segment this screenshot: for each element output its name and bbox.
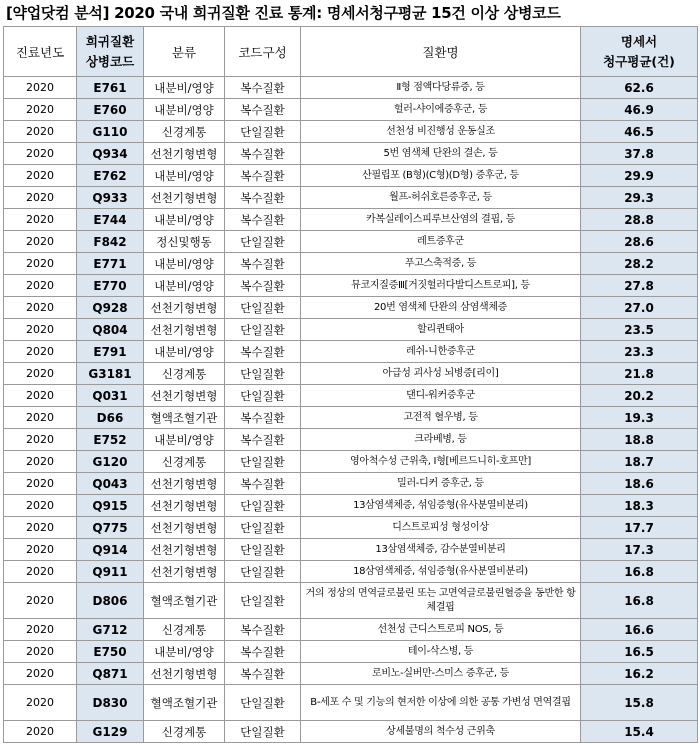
cell-claim-average: 28.2 [581,253,698,275]
cell-year: 2020 [4,297,77,319]
cell-year: 2020 [4,77,77,99]
cell-disease-name: 13삼염색체증, 감수분열비분리 [301,539,581,561]
table-row [4,253,698,275]
cell-category: 신경계통 [144,619,225,641]
table-row [4,187,698,209]
cell-code-type: 단일질환 [225,721,301,743]
cell-disease-name: 푸고스축적증, 등 [301,253,581,275]
cell-disease-name: 20번 염색체 단완의 삼염색체증 [301,297,581,319]
header-code-line1: 희귀질환 [85,33,135,49]
table-row [4,663,698,685]
cell-disease-name: 로비노-실버만-스미스 증후군, 등 [301,663,581,685]
cell-claim-average: 23.5 [581,319,698,341]
cell-category: 선천기형변형 [144,517,225,539]
cell-code: Q915 [77,495,144,517]
table-row [4,429,698,451]
cell-code: G129 [77,721,144,743]
cell-claim-average: 62.6 [581,77,698,99]
cell-code-type: 복수질환 [225,253,301,275]
cell-claim-average: 27.8 [581,275,698,297]
cell-category: 선천기형변형 [144,187,225,209]
cell-year: 2020 [4,253,77,275]
cell-claim-average: 18.3 [581,495,698,517]
cell-code: E771 [77,253,144,275]
cell-claim-average: 28.8 [581,209,698,231]
cell-code-type: 단일질환 [225,451,301,473]
table-row [4,385,698,407]
header-category: 분류 [144,27,225,77]
cell-claim-average: 16.6 [581,619,698,641]
table-row [4,495,698,517]
table-row [4,451,698,473]
cell-code-type: 복수질환 [225,429,301,451]
cell-code: Q775 [77,517,144,539]
cell-category: 내분비/영양 [144,641,225,663]
cell-code-type: 단일질환 [225,231,301,253]
cell-claim-average: 20.2 [581,385,698,407]
cell-category: 선천기형변형 [144,495,225,517]
cell-claim-average: 18.8 [581,429,698,451]
cell-disease-name: 13삼염색체증, 섞임증형(유사분열비분리) [301,495,581,517]
cell-code-type: 복수질환 [225,165,301,187]
cell-disease-name: 카복실레이스피루브산염의 결핍, 등 [301,209,581,231]
cell-code-type: 단일질환 [225,363,301,385]
page-title: [약업닷컴 분석] 2020 국내 희귀질환 진료 통계: 명세서청구평균 15건 이상 상병코드 [6,4,561,22]
cell-code: E761 [77,77,144,99]
cell-code-type: 단일질환 [225,121,301,143]
cell-code-type: 단일질환 [225,319,301,341]
header-code [77,27,144,77]
cell-year: 2020 [4,663,77,685]
cell-code: E750 [77,641,144,663]
header-row [4,27,698,77]
cell-year: 2020 [4,319,77,341]
cell-code: Q928 [77,297,144,319]
cell-year: 2020 [4,721,77,743]
cell-category: 혈액조혈기관 [144,583,225,619]
table-row [4,641,698,663]
cell-category: 신경계통 [144,363,225,385]
cell-category: 신경계통 [144,451,225,473]
cell-claim-average: 17.3 [581,539,698,561]
cell-category: 내분비/영양 [144,429,225,451]
cell-claim-average: 29.9 [581,165,698,187]
table-row [4,341,698,363]
table-row [4,473,698,495]
cell-category: 선천기형변형 [144,385,225,407]
cell-claim-average: 23.3 [581,341,698,363]
cell-code-type: 복수질환 [225,143,301,165]
cell-code: E762 [77,165,144,187]
cell-disease-name: 헐러-샤이에증후군, 등 [301,99,581,121]
table-row [4,363,698,385]
cell-code: D806 [77,583,144,619]
table-row [4,143,698,165]
cell-code: Q933 [77,187,144,209]
cell-code-type: 단일질환 [225,385,301,407]
cell-year: 2020 [4,363,77,385]
cell-code-type: 단일질환 [225,495,301,517]
header-avg-line2: 청구평균(건) [603,53,675,69]
cell-category: 내분비/영양 [144,275,225,297]
cell-disease-name: 테이-삭스병, 등 [301,641,581,663]
cell-year: 2020 [4,641,77,663]
cell-claim-average: 18.7 [581,451,698,473]
cell-code-type: 복수질환 [225,641,301,663]
cell-category: 정신및행동 [144,231,225,253]
cell-disease-name: 영아척수성 근위축, I형[베르드니히-호프만] [301,451,581,473]
cell-code-type: 단일질환 [225,685,301,721]
cell-claim-average: 15.8 [581,685,698,721]
cell-code-type: 단일질환 [225,561,301,583]
cell-year: 2020 [4,209,77,231]
cell-disease-name: 5번 염색체 단완의 결손, 등 [301,143,581,165]
cell-year: 2020 [4,619,77,641]
cell-code-type: 복수질환 [225,407,301,429]
table-row [4,685,698,721]
cell-code-type: 복수질환 [225,341,301,363]
cell-disease-name: B-세포 수 및 기능의 현저한 이상에 의한 공통 가변성 면역결핍 [301,685,581,721]
cell-disease-name: 아급성 괴사성 뇌병증[리이] [301,363,581,385]
cell-claim-average: 17.7 [581,517,698,539]
cell-year: 2020 [4,451,77,473]
table-row [4,99,698,121]
cell-disease-name: 선천성 비진행성 운동실조 [301,121,581,143]
cell-code: E752 [77,429,144,451]
cell-claim-average: 46.9 [581,99,698,121]
cell-code-type: 복수질환 [225,619,301,641]
cell-claim-average: 16.8 [581,583,698,619]
cell-code: Q871 [77,663,144,685]
cell-claim-average: 16.2 [581,663,698,685]
cell-category: 선천기형변형 [144,143,225,165]
cell-year: 2020 [4,685,77,721]
cell-disease-name: 선천성 근디스트로피 NOS, 등 [301,619,581,641]
cell-code-type: 단일질환 [225,539,301,561]
header-year: 진료년도 [4,27,77,77]
cell-code-type: 단일질환 [225,583,301,619]
table-row [4,539,698,561]
cell-category: 내분비/영양 [144,165,225,187]
cell-code: G3181 [77,363,144,385]
cell-disease-name: 월프-허쉬호른증후군, 등 [301,187,581,209]
rare-disease-table [3,26,698,743]
cell-year: 2020 [4,429,77,451]
cell-year: 2020 [4,341,77,363]
cell-year: 2020 [4,561,77,583]
cell-category: 혈액조혈기관 [144,407,225,429]
cell-code: Q031 [77,385,144,407]
cell-claim-average: 19.3 [581,407,698,429]
table-row [4,619,698,641]
cell-year: 2020 [4,275,77,297]
cell-category: 선천기형변형 [144,319,225,341]
table-row [4,77,698,99]
cell-category: 혈액조혈기관 [144,685,225,721]
cell-code-type: 복수질환 [225,663,301,685]
cell-claim-average: 21.8 [581,363,698,385]
cell-category: 선천기형변형 [144,539,225,561]
cell-code: G712 [77,619,144,641]
cell-year: 2020 [4,143,77,165]
table-row [4,407,698,429]
cell-year: 2020 [4,187,77,209]
table-row [4,231,698,253]
cell-claim-average: 37.8 [581,143,698,165]
cell-code-type: 복수질환 [225,77,301,99]
table-row [4,517,698,539]
cell-code-type: 복수질환 [225,187,301,209]
cell-year: 2020 [4,165,77,187]
table-row [4,165,698,187]
table-body [4,77,698,743]
cell-category: 선천기형변형 [144,663,225,685]
table-row [4,319,698,341]
cell-code: E760 [77,99,144,121]
table-row [4,561,698,583]
cell-code: D830 [77,685,144,721]
cell-code-type: 복수질환 [225,209,301,231]
cell-category: 내분비/영양 [144,77,225,99]
cell-disease-name: 18삼염색체증, 섞임증형(유사분열비분리) [301,561,581,583]
header-code-line2: 상병코드 [85,53,135,69]
cell-category: 신경계통 [144,121,225,143]
cell-category: 선천기형변형 [144,297,225,319]
cell-year: 2020 [4,385,77,407]
cell-code: Q804 [77,319,144,341]
cell-disease-name: Ⅱ형 점액다당류증, 등 [301,77,581,99]
cell-disease-name: 댄디-워커증후군 [301,385,581,407]
cell-claim-average: 46.5 [581,121,698,143]
cell-code: E770 [77,275,144,297]
table-row [4,721,698,743]
cell-disease-name: 크라베병, 등 [301,429,581,451]
cell-code: Q043 [77,473,144,495]
cell-year: 2020 [4,121,77,143]
table-row [4,121,698,143]
cell-code-type: 복수질환 [225,275,301,297]
cell-disease-name: 거의 정상의 면역글로불린 또는 고면역글로불린혈증을 동반한 항체결핍 [301,583,581,619]
cell-code-type: 단일질환 [225,297,301,319]
header-code-type: 코드구성 [225,27,301,77]
cell-disease-name: 레쉬-니한증후군 [301,341,581,363]
cell-category: 내분비/영양 [144,253,225,275]
cell-code: E791 [77,341,144,363]
table-row [4,209,698,231]
cell-year: 2020 [4,407,77,429]
cell-category: 내분비/영양 [144,99,225,121]
cell-category: 선천기형변형 [144,473,225,495]
cell-claim-average: 15.4 [581,721,698,743]
cell-disease-name: 산필립포 (B형)(C형)(D형) 증후군, 등 [301,165,581,187]
cell-disease-name: 밀러-디커 증후군, 등 [301,473,581,495]
table-row [4,297,698,319]
header-avg-line1: 명세서 [620,33,658,49]
cell-code: Q911 [77,561,144,583]
cell-code: Q934 [77,143,144,165]
cell-year: 2020 [4,583,77,619]
header-avg [581,27,698,77]
cell-code: E744 [77,209,144,231]
cell-claim-average: 27.0 [581,297,698,319]
cell-claim-average: 28.6 [581,231,698,253]
cell-code: D66 [77,407,144,429]
cell-claim-average: 16.8 [581,561,698,583]
cell-disease-name: 뮤코지질증Ⅲ[거짓헐러다발디스트로피], 등 [301,275,581,297]
cell-category: 내분비/영양 [144,209,225,231]
cell-claim-average: 29.3 [581,187,698,209]
cell-category: 선천기형변형 [144,561,225,583]
cell-disease-name: 상세불명의 척수성 근위축 [301,721,581,743]
cell-year: 2020 [4,539,77,561]
cell-code: F842 [77,231,144,253]
cell-year: 2020 [4,517,77,539]
cell-code-type: 복수질환 [225,99,301,121]
cell-year: 2020 [4,231,77,253]
cell-category: 내분비/영양 [144,341,225,363]
cell-code: Q914 [77,539,144,561]
cell-year: 2020 [4,495,77,517]
table-row [4,583,698,619]
cell-disease-name: 디스트로피성 형성이상 [301,517,581,539]
header-disease: 질환명 [301,27,581,77]
cell-disease-name: 할리퀸태아 [301,319,581,341]
cell-claim-average: 18.6 [581,473,698,495]
cell-category: 신경계통 [144,721,225,743]
cell-code-type: 복수질환 [225,473,301,495]
table-row [4,275,698,297]
cell-code-type: 단일질환 [225,517,301,539]
cell-year: 2020 [4,473,77,495]
cell-claim-average: 16.5 [581,641,698,663]
cell-code: G120 [77,451,144,473]
cell-year: 2020 [4,99,77,121]
cell-code: G110 [77,121,144,143]
cell-disease-name: 레트증후군 [301,231,581,253]
cell-disease-name: 고전적 혈우병, 등 [301,407,581,429]
